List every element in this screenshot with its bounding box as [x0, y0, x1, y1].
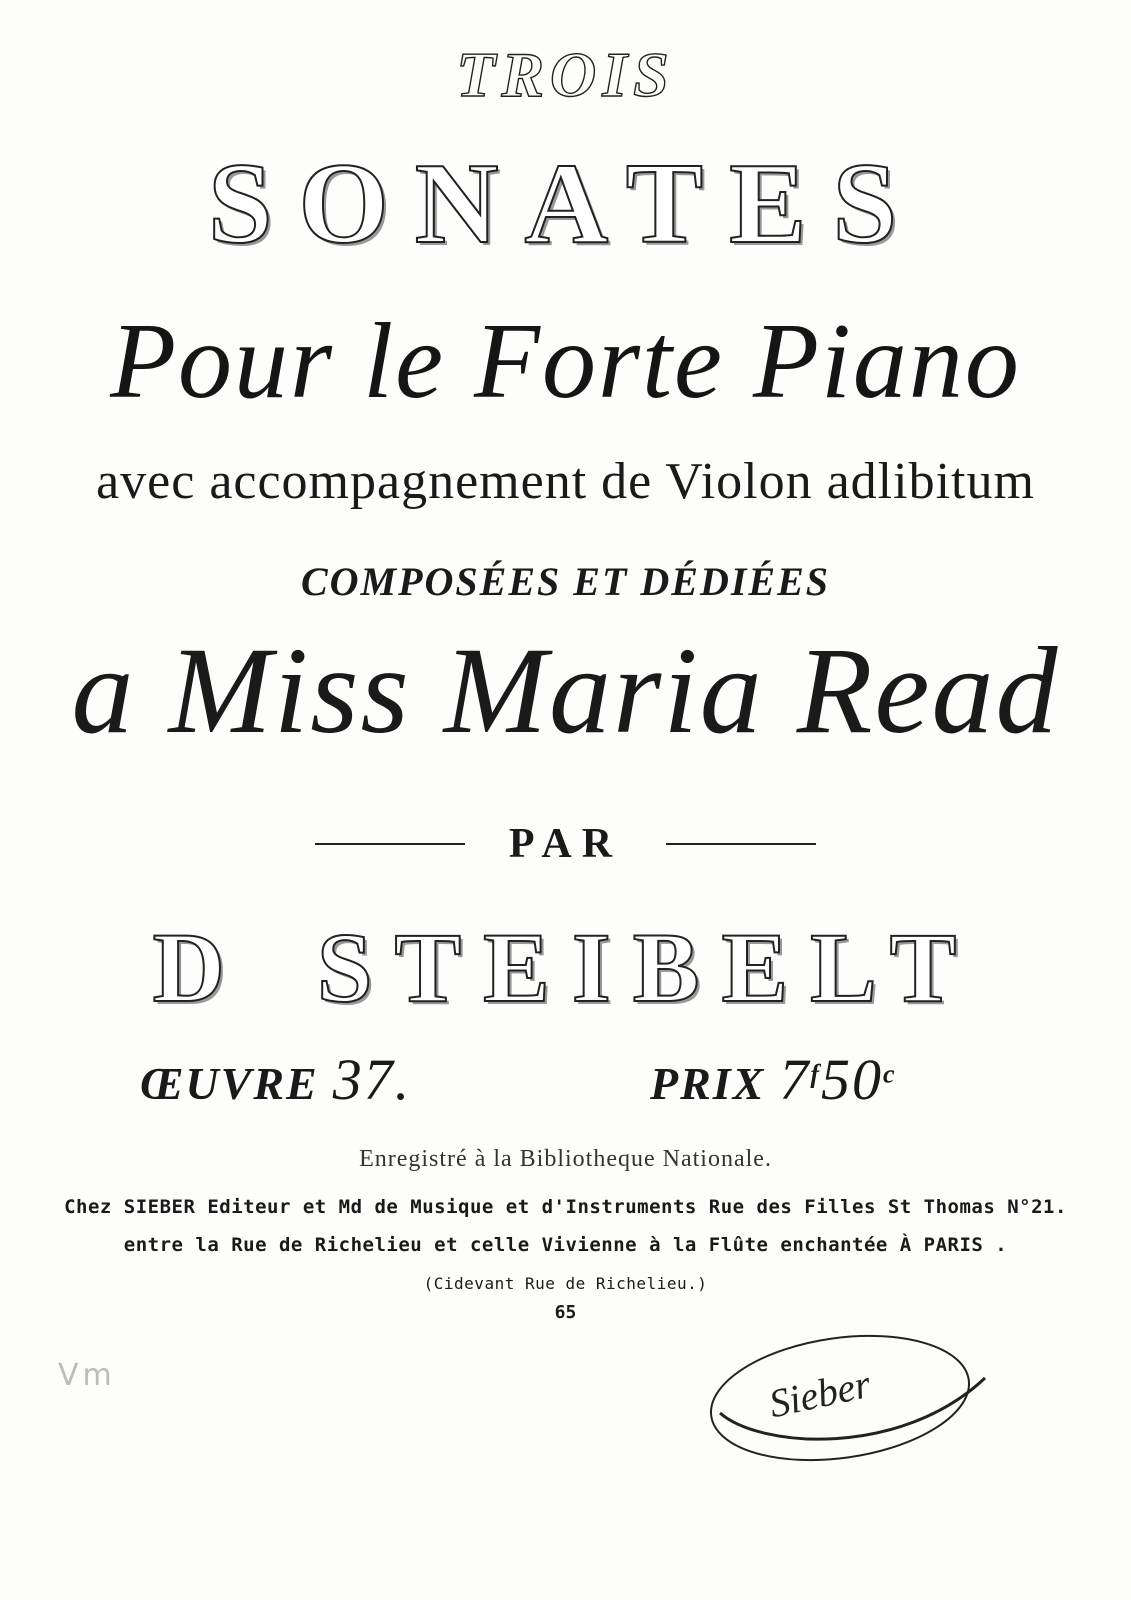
plate-number: 65 [554, 1302, 577, 1323]
publisher-address-line3: (Cidevant Rue de Richelieu.) [423, 1274, 708, 1293]
publisher-signature-stamp [700, 1318, 1000, 1488]
publisher-address-line1: Chez SIEBER Editeur et Md de Musique et d'Instruments Rue des Filles St Thomas N°21. [64, 1196, 1067, 1218]
opus-number [140, 1046, 411, 1113]
par-row [0, 820, 1131, 870]
title-trois: TROIS [456, 39, 675, 110]
composer-surname: STEIBELT [316, 912, 979, 1023]
title-sonates: SONATES [208, 140, 923, 268]
oeuvre-number: 37. [332, 1047, 412, 1112]
par-label: PAR [508, 821, 623, 867]
composer-name [0, 910, 1131, 1025]
right-rule [666, 843, 816, 845]
left-rule [315, 843, 465, 845]
prix-cents: 50 [821, 1047, 884, 1112]
svg-text:Sieber: Sieber [765, 1360, 875, 1427]
prix-label: PRIX [650, 1058, 766, 1109]
title-pour-le-forte-piano: Pour le Forte Piano [110, 302, 1021, 421]
oeuvre-label: ŒUVRE [140, 1058, 319, 1109]
subtitle-composees-dediees: COMPOSÉES ET DÉDIÉES [300, 559, 831, 604]
prix-f: f [810, 1059, 822, 1089]
dedicatee: a Miss Maria Read [71, 622, 1060, 759]
subtitle-accompaniment: avec accompagnement de Violon adlibitum [96, 453, 1035, 510]
registration-note: Enregistré à la Bibliotheque Nationale. [359, 1146, 772, 1172]
prix-c: c [883, 1059, 897, 1089]
library-stamp: Vm [58, 1358, 116, 1393]
price [650, 1046, 897, 1113]
publisher-address-line2: entre la Rue de Richelieu et celle Vivienne à la Flûte enchantée À PARIS . [123, 1234, 1008, 1256]
composer-initial: D [152, 912, 247, 1023]
prix-value: 7 [779, 1047, 811, 1112]
